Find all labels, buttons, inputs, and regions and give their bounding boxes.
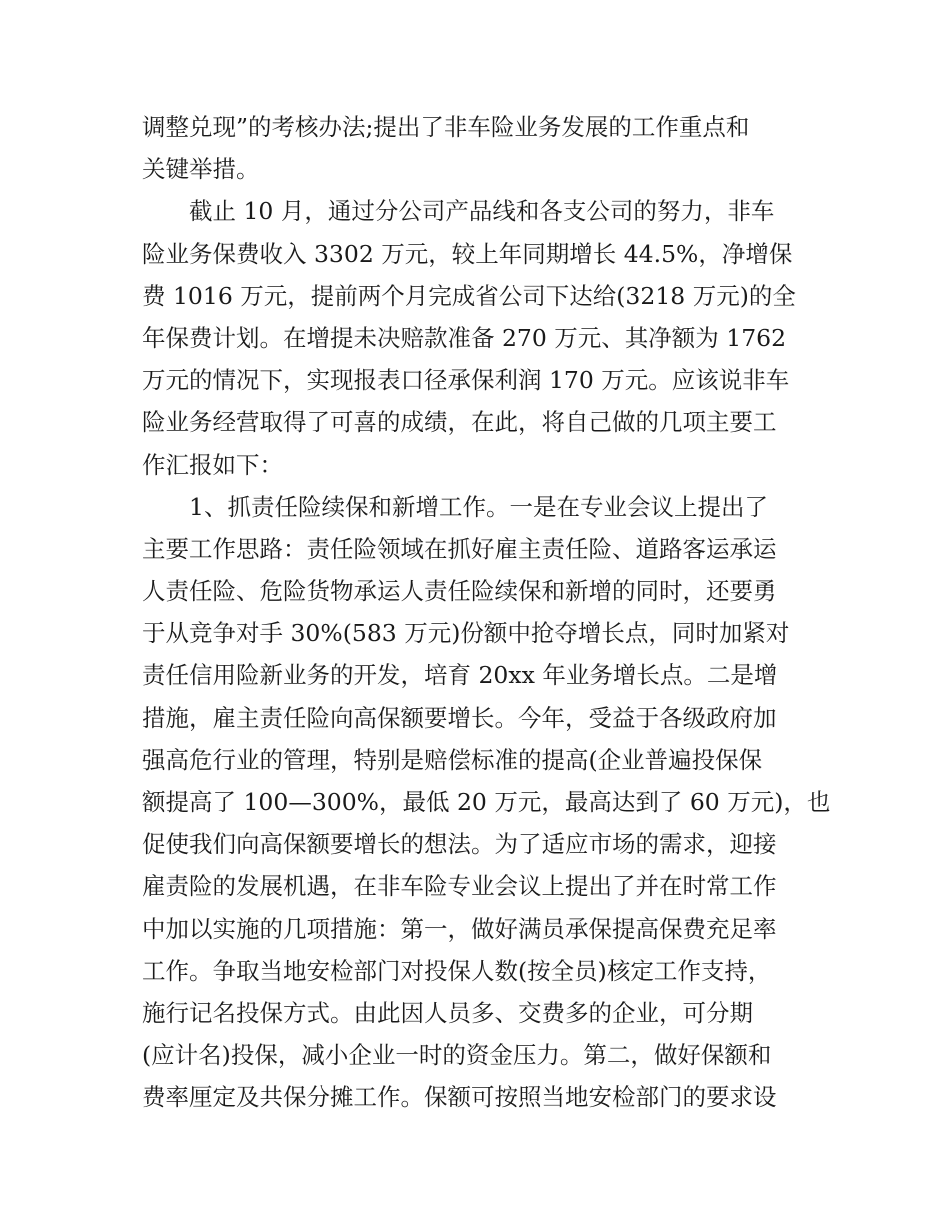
paragraph-first-line: 1、抓责任险续保和新增工作。一是在专业会议上提出了 (189, 492, 768, 521)
text-line: 万元的情况下，实现报表口径承保利润 170 万元。应该说非车 (142, 366, 790, 395)
text-line: 额提高了 100—300%，最低 20 万元，最高达到了 60 万元)，也 (142, 788, 831, 816)
text-line: 关键举措。 (142, 155, 260, 184)
text-line: 作汇报如下： (142, 450, 283, 479)
text-line: 责任信用险新业务的开发，培育 20xx 年业务增长点。二是增 (142, 661, 778, 690)
text-line: 措施，雇主责任险向高保额要增长。今年，受益于各级政府加 (142, 703, 777, 732)
body-text (142, 106, 831, 1119)
text-line: 中加以实施的几项措施：第一，做好满员承保提高保费充足率 (142, 914, 777, 943)
text-line: 险业务经营取得了可喜的成绩，在此，将自己做的几项主要工 (142, 408, 777, 437)
text-line: 调整兑现”的考核办法;提出了非车险业务发展的工作重点和 (142, 113, 750, 141)
text-line: 工作。争取当地安检部门对投保人数(按全员)核定工作支持， (142, 956, 772, 985)
paragraph-first-line: 截止 10 月，通过分公司产品线和各支公司的努力，非车 (189, 197, 775, 226)
text-line: 施行记名投保方式。由此因人员多、交费多的企业，可分期 (142, 998, 753, 1027)
text-line: 险业务保费收入 3302 万元，较上年同期增长 44.5%，净增保 (142, 239, 793, 268)
text-line: 强高危行业的管理，特别是赔偿标准的提高(企业普遍投保保 (142, 745, 763, 774)
text-line: 年保费计划。在增提未决赔款准备 270 万元、其净额为 1762 (142, 323, 787, 352)
text-line: 费率厘定及共保分摊工作。保额可按照当地安检部门的要求设 (142, 1083, 777, 1112)
text-line: 主要工作思路：责任险领域在抓好雇主责任险、道路客运承运 (142, 534, 777, 563)
text-line: 费 1016 万元，提前两个月完成省公司下达给(3218 万元)的全 (142, 281, 796, 310)
text-line: 人责任险、危险货物承运人责任险续保和新增的同时，还要勇 (142, 577, 777, 606)
text-line: 雇责险的发展机遇，在非车险专业会议上提出了并在时常工作 (142, 872, 777, 901)
text-line: 促使我们向高保额要增长的想法。为了适应市场的需求，迎接 (142, 830, 777, 859)
text-line: 于从竞争对手 30%(583 万元)份额中抢夺增长点，同时加紧对 (142, 619, 790, 648)
text-line: (应计名)投保，减小企业一时的资金压力。第二，做好保额和 (142, 1041, 772, 1070)
